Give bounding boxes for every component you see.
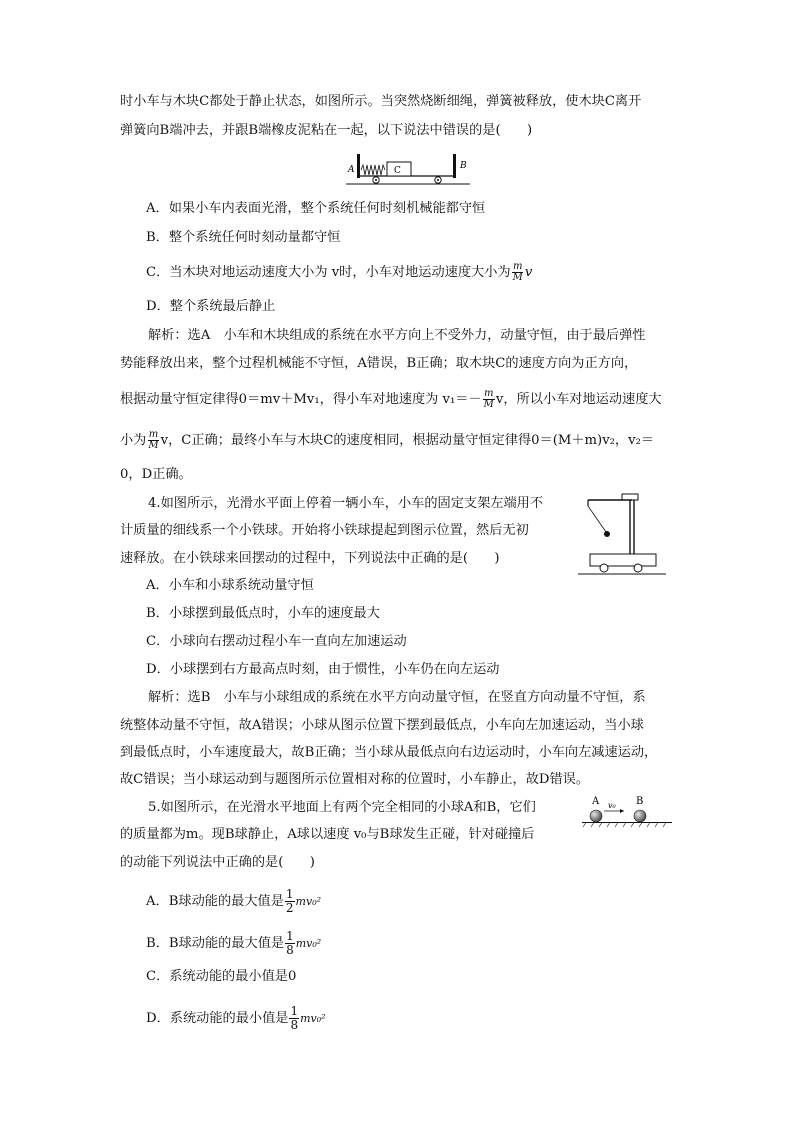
fraction-one-eighth: $\frac{1}{8}$: [290, 1004, 299, 1032]
q5-option-b: B．B球动能的最大值是 $\frac{1}{8}$ mv₀²: [146, 929, 322, 957]
q3-option-c: C．当木块对地运动速度大小为 v时，小车对地运动速度大小为 $\frac{m}{M}$ v: [146, 261, 533, 283]
q4-option-c: C．小球向右摆动过程小车一直向左加速运动: [146, 634, 407, 649]
fraction-one-half: $\frac{1}{2}$: [285, 887, 294, 915]
q3-cart-figure: [346, 150, 472, 188]
fig-label-c: C: [394, 166, 401, 176]
q4-analysis-line-4: 故C错误；当小球运动到与题图所示位置相对称的位置时，小车静止，故D错误。: [120, 772, 590, 787]
q4-stem-line-1: 4.如图所示，光滑水平面上停着一辆小车，小车的固定支架左端用不: [148, 496, 544, 511]
q5-stem-line-3: 的动能下列说法中正确的是( ): [120, 855, 315, 870]
fraction-m-over-M: $\frac{m}{M}$: [148, 429, 159, 451]
q4-option-b: B．小球摆到最低点时，小车的速度最大: [146, 606, 380, 621]
fig-label-b: B: [460, 161, 467, 171]
q4-stem-line-2: 计质量的细线系一个小铁球。开始将小铁球提起到图示位置，然后无初: [120, 523, 529, 538]
q3-analysis-line-5: 0，D正确。: [120, 467, 192, 482]
fig-label-a: A: [348, 165, 355, 175]
q4-pendulum-cart-figure: [576, 492, 668, 578]
q3-analysis-line-3: 根据动量守恒定律得0＝mv＋Mv₁，得小车对地速度为 v₁＝－ $\frac{m}{M}$ v，所以小车对地运动速度大: [120, 388, 662, 410]
q5-collision-figure: [582, 794, 674, 830]
q4-analysis-line-3: 到最低点时，小车速度最大，故B正确；当小球从最低点向右边运动时，小车向左减速运动，: [120, 745, 658, 760]
q4-stem-line-3: 速释放。在小铁球来回摆动的过程中，下列说法中正确的是( ): [120, 551, 500, 566]
q3-stem-line-1: 时小车与木块C都处于静止状态，如图所示。当突然烧断细绳，弹簧被释放，使木块C离开: [120, 94, 642, 109]
q3-stem-line-2: 弹簧向B端冲去，并跟B端橡皮泥粘在一起，以下说法中错误的是( ): [120, 123, 533, 138]
q4-analysis-line-2: 统整体动量不守恒，故A错误；小球从图示位置下摆到最低点，小车向左加速运动，当小球: [120, 718, 644, 733]
fraction-one-eighth: $\frac{1}{8}$: [286, 929, 294, 957]
fig-label-b: B: [636, 796, 644, 807]
fraction-m-over-M: $\frac{m}{M}$: [512, 261, 523, 283]
q5-option-d: D．系统动能的最小值是 $\frac{1}{8}$ mv₀²: [146, 1004, 326, 1032]
fraction-m-over-M: $\frac{m}{M}$: [483, 388, 494, 410]
q4-option-a: A．小车和小球系统动量守恒: [146, 578, 314, 593]
q4-analysis-line-1: 解析：选B 小车与小球组成的系统在水平方向动量守恒，在竖直方向动量不守恒，系: [148, 690, 646, 705]
q3-option-b: B．整个系统任何时刻动量都守恒: [146, 230, 341, 245]
q3-analysis-line-2: 势能释放出来，整个过程机械能不守恒，A错误，B正确；取木块C的速度方向为正方向，: [120, 356, 638, 371]
q5-option-c: C．系统动能的最小值是0: [146, 969, 297, 984]
q3-option-d: D．整个系统最后静止: [146, 299, 276, 314]
q3-analysis-line-1: 解析：选A 小车和木块组成的系统在水平方向上不受外力，动量守恒，由于最后弹性: [148, 328, 646, 343]
q5-stem-line-1: 5.如图所示，在光滑水平地面上有两个完全相同的小球A和B，它们: [148, 800, 536, 815]
q5-stem-line-2: 的质量都为m。现B球静止，A球以速度 v₀与B球发生正碰，针对碰撞后: [120, 827, 535, 842]
q3-option-a: A．如果小车内表面光滑，整个系统任何时刻机械能都守恒: [146, 201, 486, 216]
q5-option-a: A．B球动能的最大值是 $\frac{1}{2}$ mv₀²: [146, 887, 322, 915]
q3-analysis-line-4: 小为 $\frac{m}{M}$ v，C正确；最终小车与木块C的速度相同，根据动量守恒定律得0＝(M＋m)v₂，v₂＝: [120, 429, 655, 451]
velocity-label: v₀: [608, 801, 616, 810]
fig-label-a: A: [592, 796, 600, 807]
q4-option-d: D．小球摆到右方最高点时刻，由于惯性，小车仍在向左运动: [146, 662, 500, 677]
